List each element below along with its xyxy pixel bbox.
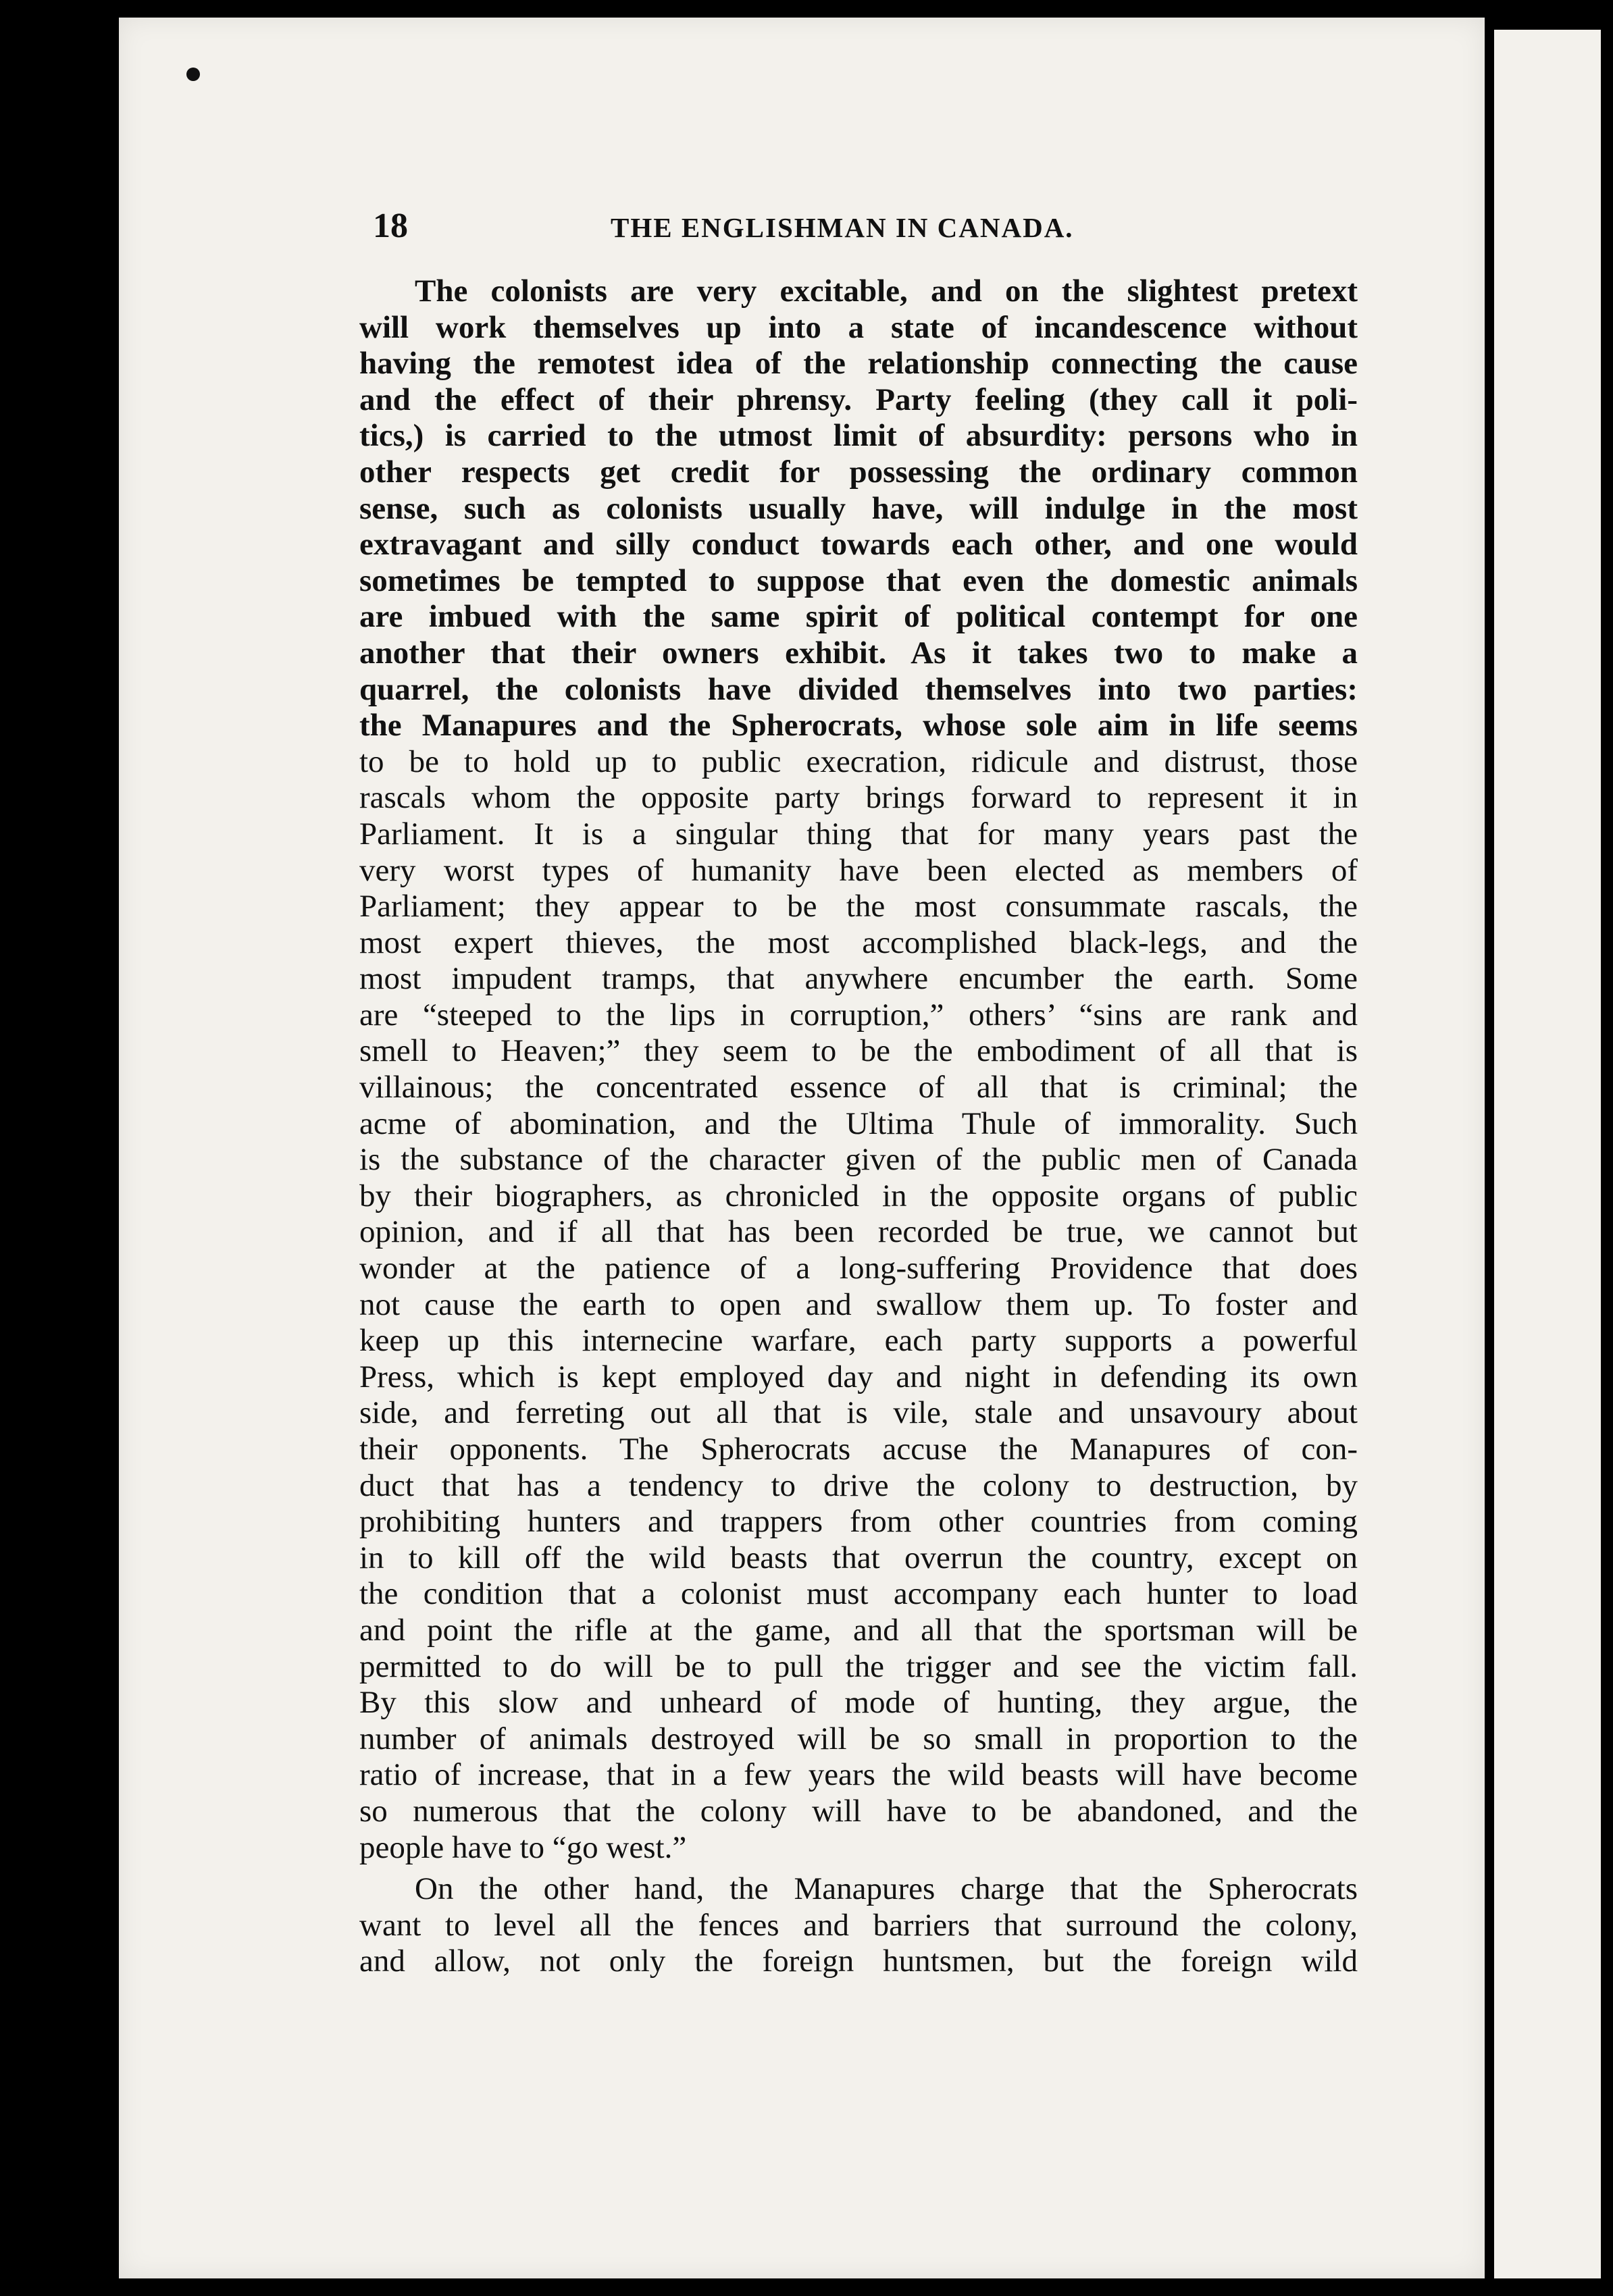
text-line: will work themselves up into a state of incandescence without	[359, 309, 1358, 345]
text-line: tics,) is carried to the utmost limit of absurdity: persons who in	[359, 418, 1358, 454]
text-line: prohibiting hunters and trappers from other countries from coming	[359, 1504, 1358, 1540]
text-line: opinion, and if all that has been recorded be true, we cannot but	[359, 1214, 1358, 1250]
text-line: is the substance of the character given of the public men of Canada	[359, 1142, 1358, 1178]
paragraph	[359, 273, 1358, 1866]
text-line: keep up this internecine warfare, each party supports a powerful	[359, 1323, 1358, 1359]
text-line: The colonists are very excitable, and on the slightest pretext	[415, 273, 1358, 309]
ink-speck	[186, 68, 200, 81]
text-line: smell to Heaven;” they seem to be the embodiment of all that is	[359, 1033, 1358, 1069]
text-line: villainous; the concentrated essence of all that is criminal; the	[359, 1070, 1358, 1105]
text-line: number of animals destroyed will be so small in proportion to the	[359, 1721, 1358, 1756]
page-header	[373, 206, 1359, 246]
text-line: very worst types of humanity have been elected as members of	[359, 852, 1358, 888]
text-line: most expert thieves, the most accomplished black-legs, and the	[359, 924, 1358, 960]
text-line: extravagant and silly conduct towards each other, and one would	[359, 527, 1358, 563]
text-line: permitted to do will be to pull the trigger and see the victim fall.	[359, 1648, 1358, 1684]
text-line: the Manapures and the Spherocrats, whose sole aim in life seems	[359, 708, 1358, 743]
page-number: 18	[373, 207, 408, 245]
text-line: sometimes be tempted to suppose that even the domestic animals	[359, 563, 1358, 598]
text-line: and allow, not only the foreign huntsmen, but the foreign wild	[359, 1943, 1358, 1979]
text-line: and the effect of their phrensy. Party feeling (they call it poli-	[359, 382, 1358, 417]
running-head: THE ENGLISHMAN IN CANADA.	[611, 212, 1074, 243]
text-line: By this slow and unheard of mode of hunting, they argue, the	[359, 1685, 1358, 1721]
text-line: the condition that a colonist must accompany each hunter to load	[359, 1576, 1358, 1612]
text-line: On the other hand, the Manapures charge that the Spherocrats	[415, 1871, 1358, 1907]
text-line: in to kill off the wild beasts that overrun the country, except on	[359, 1540, 1358, 1575]
text-line: so numerous that the colony will have to be abandoned, and the	[359, 1793, 1358, 1829]
text-line: their opponents. The Spherocrats accuse the Manapures of con-	[359, 1432, 1358, 1467]
text-line: wonder at the patience of a long-suffering Providence that does	[359, 1251, 1358, 1286]
body-text	[359, 273, 1358, 1980]
text-line: and point the rifle at the game, and all that the sportsman will be	[359, 1612, 1358, 1648]
text-line: having the remotest idea of the relationship connecting the cause	[359, 346, 1358, 382]
text-line: ratio of increase, that in a few years the wild beasts will have become	[359, 1757, 1358, 1793]
text-line: Press, which is kept employed day and night in defending its own	[359, 1359, 1358, 1394]
text-line: are “steeped to the lips in corruption,” others’ “sins are rank and	[359, 997, 1358, 1033]
text-line: people have to “go west.”	[359, 1829, 687, 1865]
text-line: are imbued with the same spirit of political contempt for one	[359, 599, 1358, 635]
text-line: other respects get credit for possessing the ordinary common	[359, 454, 1358, 490]
text-line: by their biographers, as chronicled in the opposite organs of public	[359, 1178, 1358, 1214]
text-line: duct that has a tendency to drive the colony to destruction, by	[359, 1467, 1358, 1503]
text-line: rascals whom the opposite party brings forward to represent it in	[359, 780, 1358, 816]
text-line: to be to hold up to public execration, ridicule and distrust, those	[359, 743, 1358, 779]
text-line: most impudent tramps, that anywhere encumber the earth. Some	[359, 961, 1358, 997]
text-line: Parliament. It is a singular thing that for many years past the	[359, 816, 1358, 852]
text-line: Parliament; they appear to be the most consummate rascals, the	[359, 889, 1358, 924]
text-line: quarrel, the colonists have divided themselves into two parties:	[359, 671, 1358, 707]
text-line: not cause the earth to open and swallow them up. To foster and	[359, 1286, 1358, 1322]
text-line: acme of abomination, and the Ultima Thule of immorality. Such	[359, 1105, 1358, 1141]
text-line: another that their owners exhibit. As it takes two to make a	[359, 635, 1358, 671]
text-line: want to level all the fences and barriers that surround the colony,	[359, 1907, 1358, 1943]
paragraph	[359, 1871, 1358, 1980]
text-line: sense, such as colonists usually have, will indulge in the most	[359, 490, 1358, 526]
facing-page-edge	[1494, 30, 1601, 2278]
text-line: side, and ferreting out all that is vile, stale and unsavoury about	[359, 1395, 1358, 1431]
paragraph-gap	[359, 1866, 1358, 1871]
